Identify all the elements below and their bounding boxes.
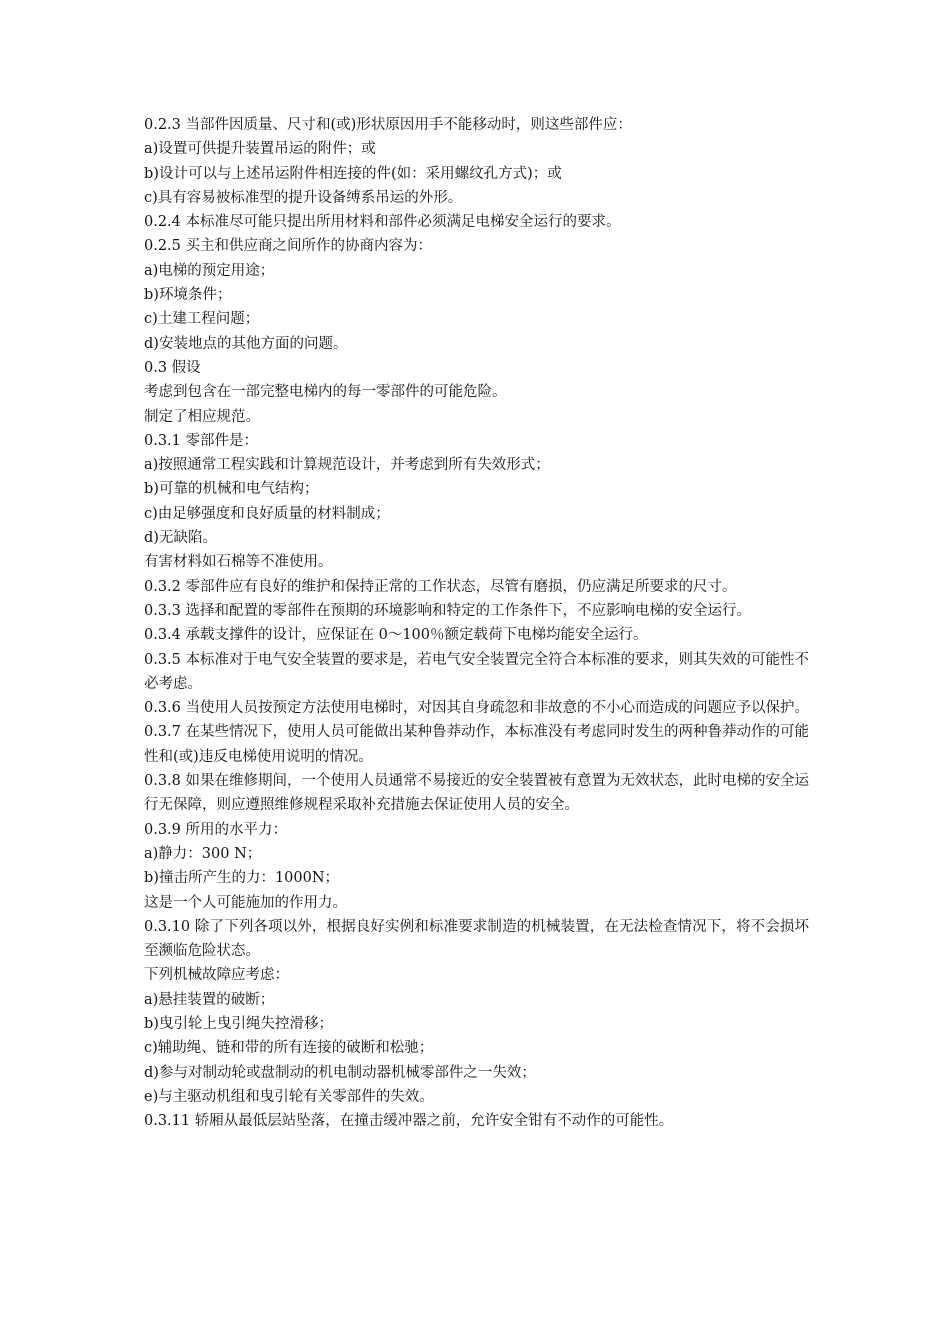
text-line: 0.2.3 当部件因质量、尺寸和(或)形状原因用手不能移动时，则这些部件应： — [144, 117, 632, 133]
text-line: 0.3.8 如果在维修期间，一个使用人员通常不易接近的安全装置被有意置为无效状态，此时电梯的安全运行无保障，则应遵照维修规程采取补充措施去保证使用人员的安全。 — [144, 773, 809, 814]
text-line: 0.3.5 本标准对于电气安全装置的要求是，若电气安全装置完全符合本标准的要求，则其失效的可能性不必考虑。 — [144, 651, 809, 692]
text-line: 考虑到包含在一部完整电梯内的每一零部件的可能危险。 — [144, 384, 507, 401]
text-line: a)电梯的预定用途； — [144, 262, 275, 279]
text-line: 0.2.5 买主和供应商之间所作的协商内容为： — [144, 238, 433, 255]
text-line: 制定了相应规范。 — [144, 408, 260, 425]
document-body — [144, 113, 809, 1133]
text-line: b)可靠的机械和电气结构； — [144, 481, 319, 498]
text-line: d)无缺陷。 — [144, 530, 217, 547]
text-line: c)具有容易被标准型的提升设备缚系吊运的外形。 — [144, 189, 463, 206]
text-line: d)安装地点的其他方面的问题。 — [144, 335, 348, 352]
text-line: a)按照通常工程实践和计算规范设计，并考虑到所有失效形式； — [144, 457, 550, 474]
text-line: 0.3.11 轿厢从最低层站坠落，在撞击缓冲器之前，允许安全钳有不动作的可能性。 — [144, 1113, 674, 1130]
text-line: c)由足够强度和良好质量的材料制成； — [144, 505, 390, 522]
text-line: e)与主驱动机组和曳引轮有关零部件的失效。 — [144, 1088, 434, 1105]
text-line: 下列机械故障应考虑： — [144, 967, 289, 984]
text-line: 0.3.1 零部件是： — [144, 432, 259, 449]
text-line: b)撞击所产生的力：1000N； — [144, 870, 340, 887]
text-line: a)静力：300 N； — [144, 845, 262, 862]
text-line: 有害材料如石棉等不准使用。 — [144, 554, 333, 571]
section-heading: 0.3 假设 — [144, 359, 201, 376]
text-line: c)土建工程问题； — [144, 311, 260, 328]
text-line: 0.3.7 在某些情况下，使用人员可能做出某种鲁莽动作，本标准没有考虑同时发生的两种鲁莽动作的可能性和(或)违反电梯使用说明的情况。 — [144, 724, 809, 765]
text-line: 0.3.2 零部件应有良好的维护和保持正常的工作状态，尽管有磨损，仍应满足所要求的尺寸。 — [144, 578, 737, 595]
text-line: 0.2.4 本标准尽可能只提出所用材料和部件必须满足电梯安全运行的要求。 — [144, 214, 621, 231]
text-line: 0.3.9 所用的水平力： — [144, 821, 288, 838]
text-line: d)参与对制动轮或盘制动的机电制动器机械零部件之一失效； — [144, 1064, 536, 1081]
text-line: 0.3.4 承载支撑件的设计，应保证在 0～100％额定载荷下电梯均能安全运行。 — [144, 627, 648, 644]
text-line: 0.3.6 当使用人员按预定方法使用电梯时，对因其自身疏忽和非故意的不小心而造成的问题应予以保护。 — [144, 700, 809, 717]
text-line: c)辅助绳、链和带的所有连接的破断和松驰； — [144, 1040, 434, 1057]
text-line: b)设计可以与上述吊运附件相连接的件(如：采用螺纹孔方式)；或 — [144, 165, 562, 182]
text-line: a)设置可供提升装置吊运的附件；或 — [144, 141, 376, 158]
text-line: b)曳引轮上曳引绳失控滑移； — [144, 1015, 333, 1032]
text-line: 这是一个人可能施加的作用力。 — [144, 894, 347, 911]
text-line: a)悬挂装置的破断； — [144, 991, 275, 1008]
text-line: b)环境条件； — [144, 287, 232, 304]
text-line: 0.3.10 除了下列各项以外，根据良好实例和标准要求制造的机械装置，在无法检查情况下，将不会损坏至濒临危险状态。 — [144, 918, 809, 960]
text-line: 0.3.3 选择和配置的零部件在预期的环境影响和特定的工作条件下，不应影响电梯的安全运行。 — [144, 602, 751, 619]
